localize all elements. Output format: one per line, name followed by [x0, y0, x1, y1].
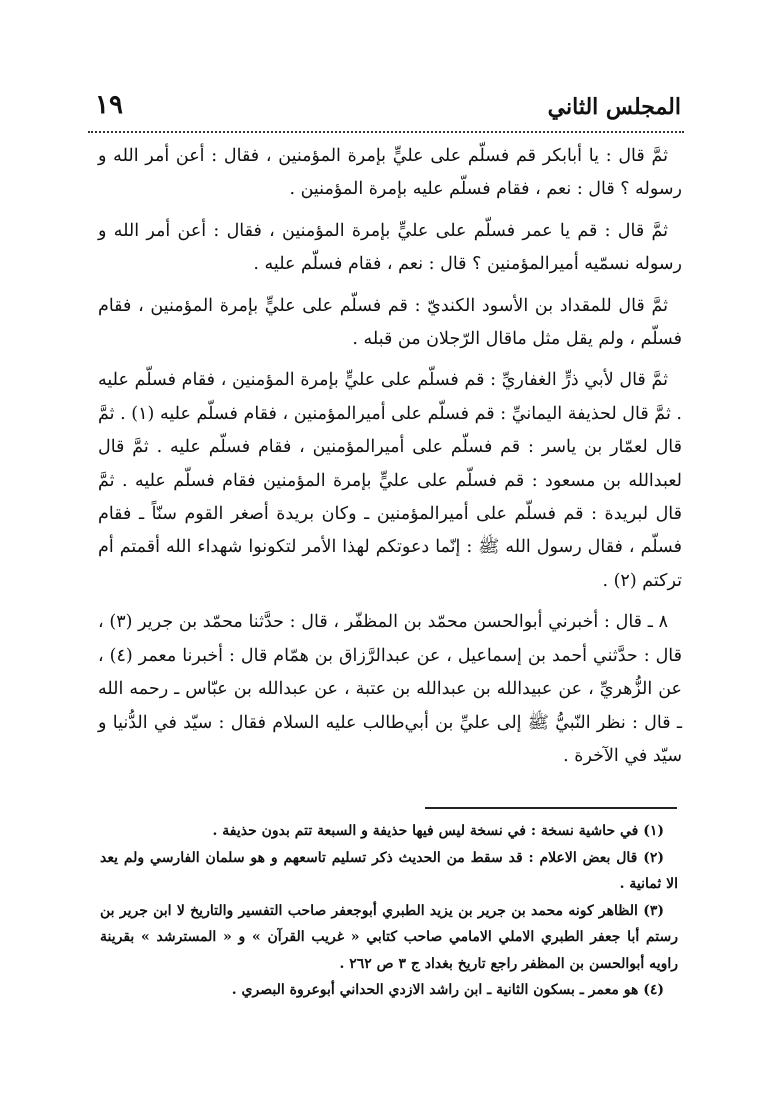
paragraph: ثمَّ قال للمقداد بن الأسود الكنديّ : قم فسلّم على عليٍّ بإمرة المؤمنين ، فقام فسلّم ، ولم يقل مثل ماقال الرّجلان من قبله .: [98, 295, 682, 350]
page-number: ١٩: [95, 90, 123, 120]
footnotes: [100, 818, 678, 1004]
paragraph: ٨ ـ قال : أخبرني أبوالحسن محمّد بن المظفّر ، قال : حدَّثنا محمّد بن جرير (٣) ، قال : حدَّثني أحمد بن إسماعيل ، عن عبدالرَّزاق بن همّام قال : أخبرنا معمر (٤) ، عن الزُّهريِّ ، عن عبيدالله بن عبدالله بن عتبة ، عن عبدالله بن عبّاس ـ رحمه الله ـ قال : نظر النّبيُّ ﷺ إلى عليِّ بن أبي‌طالب عليه السلام فقال : سيّد في الدُّنيا و سيّد في الآخرة .: [98, 612, 682, 766]
running-title: المجلس الثاني: [547, 94, 681, 120]
paragraph: ثمَّ قال لأبي ذرٍّ الغفاريِّ : قم فسلّم على عليٍّ بإمرة المؤمنين ، فقام فسلّم عليه . ثمَّ قال لحذيفة اليمانيِّ : قم فسلّم على أميرالمؤمنين ، فقام فسلّم عليه (١) . ثمَّ قال لعمّار بن ياسر : قم فسلّم على أميرالمؤمنين ، فقام فسلّم عليه . ثمَّ قال لعبدالله بن مسعود : قم فسلّم على عليٍّ بإمرة المؤمنين فقام فسلّم عليه . ثمَّ قال لبريدة : قم فسلّم على أميرالمؤمنين ـ وكان بريدة أصغر القوم سنّاً ـ فقام فسلّم ، فقال رسول الله ﷺ : إنّما دعوتكم لهذا الأمر لتكونوا شهداء الله أقمتم أم تركتم (٢) .: [98, 370, 682, 591]
footnote: (٢) قال بعض الاعلام : قد سقط من الحديث ذكر تسليم تاسعهم و هو سلمان الفارسي ولم يعد الا ثمانية .: [100, 849, 678, 892]
paragraph: ثمَّ قال : قم يا عمر فسلّم على عليٍّ بإمرة المؤمنين ، فقال : أعن أمر الله و رسوله نسمّيه أميرالمؤمنين ؟ قال : نعم ، فقام فسلّم عليه .: [98, 220, 682, 275]
footnote: (٣) الظاهر كونه محمد بن جرير بن يزيد الطبري أبوجعفر صاحب التفسير والتاريخ لا ابن جرير بن رستم أبا جعفر الطبري الاملي الامامي صاحب كتابي « غريب القرآن » و « المسترشد » بقرينة راويه أبوالحسن بن المظفر راجع تاريخ بغداد ج ٣ ص ٢٦٢ .: [100, 902, 678, 972]
footnote: (٤) هو معمر ـ بسكون الثانية ـ ابن راشد الازدي الحداني أبوعروة البصري .: [231, 982, 664, 998]
page-header: [95, 88, 681, 128]
main-text: [98, 140, 682, 773]
paragraph: ثمَّ قال : يا أبابكر قم فسلّم على عليٍّ بإمرة المؤمنين ، فقال : أعن أمر الله و رسوله ؟ قال : نعم ، فقام فسلّم عليه بإمرة المؤمنين .: [98, 146, 682, 200]
footnote-divider: [425, 807, 677, 809]
footnote: (١) في حاشية نسخة : في نسخة ليس فيها حذيفة و السبعة تتم بدون حذيفة .: [212, 823, 664, 839]
header-divider: [88, 131, 684, 133]
